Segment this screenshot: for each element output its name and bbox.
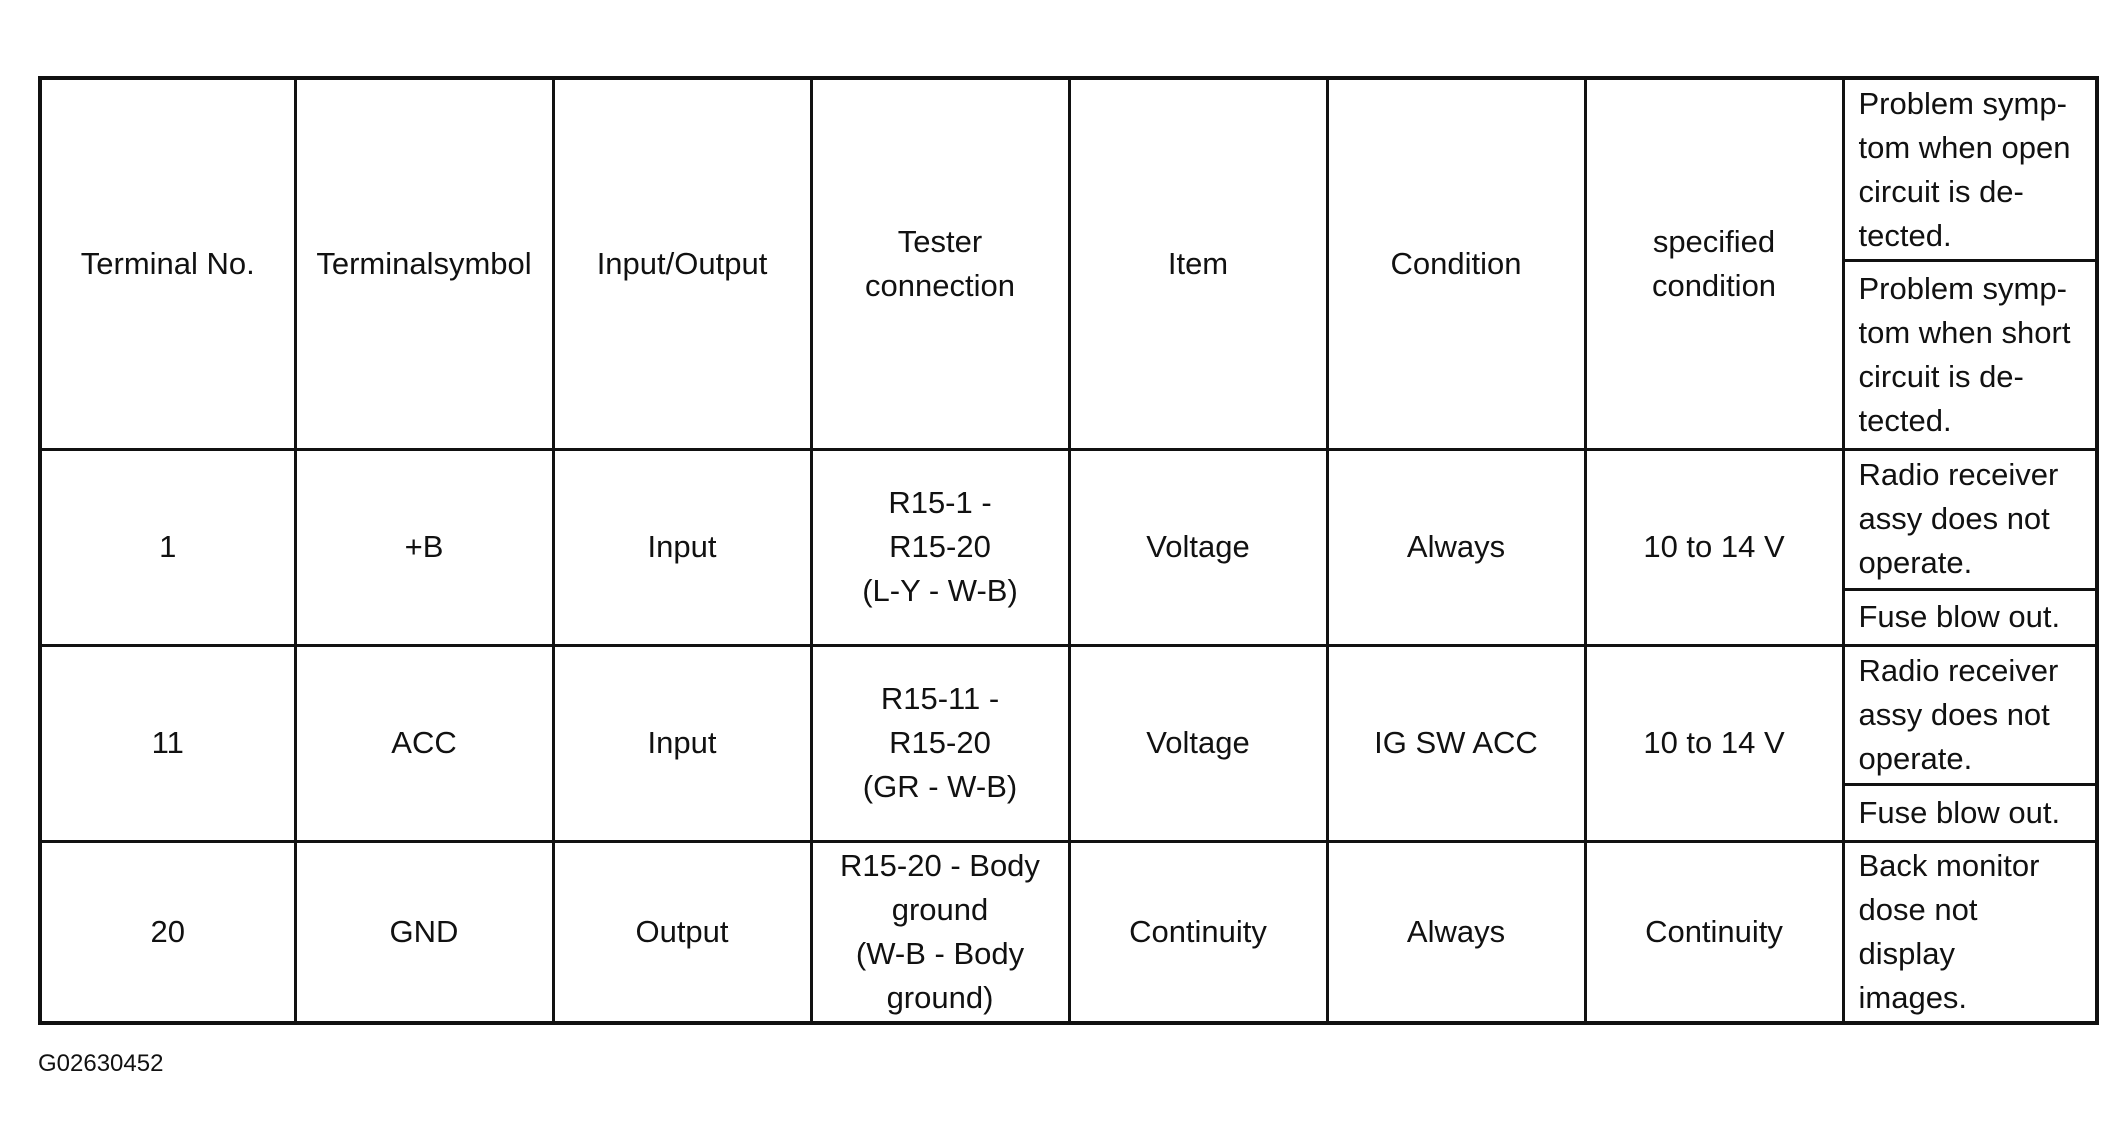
header-tester-connection: Tester connection xyxy=(811,78,1069,450)
cell-tester-connection: R15-1 - R15-20 (L-Y - W-B) xyxy=(811,450,1069,646)
cell-symptom-short: Fuse blow out. xyxy=(1843,589,2097,645)
cell-tester-connection: R15-20 - Body ground (W-B - Body ground) xyxy=(811,841,1069,1023)
header-terminal-symbol: Terminalsymbol xyxy=(295,78,553,450)
cell-condition: IG SW ACC xyxy=(1327,645,1585,841)
cell-item: Continuity xyxy=(1069,841,1327,1023)
cell-condition: Always xyxy=(1327,450,1585,646)
cell-terminal-no: 11 xyxy=(40,645,295,841)
cell-input-output: Input xyxy=(553,450,811,646)
cell-item: Voltage xyxy=(1069,450,1327,646)
header-symptom-short: Problem symp- tom when short circuit is de- tected. xyxy=(1843,261,2097,450)
header-item: Item xyxy=(1069,78,1327,450)
cell-symptom-open: Radio receiver assy does not operate. xyxy=(1843,450,2097,590)
cell-symptom-open: Radio receiver assy does not operate. xyxy=(1843,645,2097,785)
header-specified-condition: specified condition xyxy=(1585,78,1843,450)
cell-symptom: Back monitor dose not display images. xyxy=(1843,841,2097,1023)
cell-specified-condition: 10 to 14 V xyxy=(1585,450,1843,646)
table-row xyxy=(40,450,2097,590)
header-symptom-open: Problem symp- tom when open circuit is de- tected. xyxy=(1843,78,2097,261)
header-row xyxy=(40,78,2097,261)
table-row xyxy=(40,841,2097,1023)
cell-terminal-no: 20 xyxy=(40,841,295,1023)
cell-input-output: Output xyxy=(553,841,811,1023)
cell-specified-condition: Continuity xyxy=(1585,841,1843,1023)
header-condition: Condition xyxy=(1327,78,1585,450)
header-terminal-no: Terminal No. xyxy=(40,78,295,450)
cell-terminal-symbol: GND xyxy=(295,841,553,1023)
terminal-spec-table xyxy=(38,76,2099,1025)
cell-terminal-no: 1 xyxy=(40,450,295,646)
cell-item: Voltage xyxy=(1069,645,1327,841)
cell-condition: Always xyxy=(1327,841,1585,1023)
cell-tester-connection: R15-11 - R15-20 (GR - W-B) xyxy=(811,645,1069,841)
header-input-output: Input/Output xyxy=(553,78,811,450)
table-row xyxy=(40,645,2097,785)
cell-symptom-short: Fuse blow out. xyxy=(1843,785,2097,841)
cell-input-output: Input xyxy=(553,645,811,841)
cell-terminal-symbol: +B xyxy=(295,450,553,646)
cell-specified-condition: 10 to 14 V xyxy=(1585,645,1843,841)
figure-code: G02630452 xyxy=(38,1050,164,1077)
cell-terminal-symbol: ACC xyxy=(295,645,553,841)
